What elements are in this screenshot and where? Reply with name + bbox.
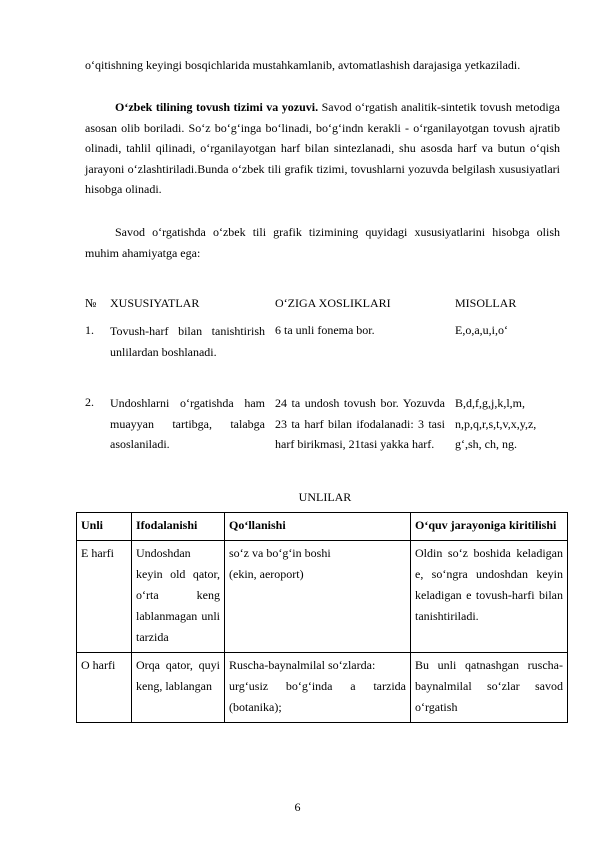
unlilar-cell-qollanish-line1: so‘z va bo‘g‘in boshi: [229, 546, 331, 560]
features-row-2-specific: 24 ta undosh tovush bor. Yozuvda 23 ta harf bilan ifodalanadi: 3 tasi harf birikmasi, 21tasi yakka harf.: [275, 396, 445, 451]
unlilar-cell-kiritilish: Bu unli qatnashgan ruscha-baynalmilal so‘zlar savod o‘rgatish: [411, 653, 568, 723]
section-heading: O‘zbek tilining tovush tizimi va yozuvi.: [115, 100, 319, 114]
paragraph-tovush-tizimi: [85, 97, 560, 200]
features-row-1-num: 1.: [85, 323, 94, 337]
page-number: 6: [294, 800, 301, 814]
unlilar-header-unli: Unli: [77, 513, 132, 541]
unlilar-header-kiritilishi: O‘quv jarayoniga kiritilishi: [411, 513, 568, 541]
unlilar-header-qollanishi: Qo‘llanishi: [225, 513, 411, 541]
unlilar-cell-qollanish-line2: (ekin, aeroport): [229, 567, 304, 581]
unlilar-cell-unli: E harfi: [77, 541, 132, 653]
unlilar-header-ifodalanishi: Ifodalanishi: [132, 513, 225, 541]
features-header-xususiyatlar: XUSUSIYATLAR: [110, 296, 200, 310]
features-row-2-feature: Undoshlarni o‘rgatishda ham muayyan tartibga, talabga asoslaniladi.: [110, 396, 265, 451]
unlilar-cell-kiritilish: Oldin so‘z boshida keladigan e, so‘ngra undoshdan keyin keladigan e tovush-harfi bilan tanishtiriladi.: [411, 541, 568, 653]
unlilar-cell-qollanish: [225, 541, 411, 653]
features-header-oziga-xosliklari: O‘ZIGA XOSLIKLARI: [275, 296, 391, 310]
unlilar-cell-ifoda: Orqa qator, quyi keng, lablangan: [132, 653, 225, 723]
unlilar-table: [76, 512, 568, 723]
unlilar-header-row: [77, 513, 568, 541]
paragraph-xususiyatlar: Savod o‘rgatishda o‘zbek tili grafik tizimining quyidagi xususiyatlarini hisobga olish muhim ahamiyatga ega:: [85, 225, 560, 260]
features-row-2-num: 2.: [85, 395, 94, 409]
unlilar-cell-unli: O harfi: [77, 653, 132, 723]
features-header-misollar: MISOLLAR: [455, 296, 517, 310]
features-row-2-examples: B,d,f,g,j,k,l,m, n,p,q,r,s,t,v,x,y,z, g‘,sh, ch, ng.: [455, 396, 537, 451]
unlilar-caption: UNLILAR: [298, 490, 352, 504]
paragraph-body: Savod o‘rgatish analitik-sintetik tovush metodiga asosan olib boriladi. So‘z bo‘g‘inga bo‘linadi, bo‘g‘indn kerakli - o‘rganilayotgan tovush ajratib olinadi, tahlil qilinadi, o‘rganilayotgan harf bilan sintezlanadi, shu asosda harf va butun o‘qish jarayoni o‘zlashtiriladi.Bunda o‘zbek tili grafik tizimi, tovushlarni yozuvda belgilash xususiyatlari hisobga olinadi.: [85, 100, 560, 196]
unlilar-cell-qollanish-line1: Ruscha-baynalmilal so‘zlarda:: [229, 658, 376, 672]
paragraph-intro: o‘qitishning keyingi bosqichlarida mustahkamlanib, avtomatlashish darajasiga yetkaziladi.: [85, 58, 521, 72]
unlilar-cell-ifoda: Undoshdan keyin old qator, o‘rta keng lablanmagan unli tarzida: [132, 541, 225, 653]
features-header-num: №: [85, 296, 97, 310]
unlilar-cell-qollanish: [225, 653, 411, 723]
table-row: [77, 653, 568, 723]
unlilar-cell-qollanish-line2: urg‘usiz bo‘g‘inda a tarzida (botanika);: [229, 679, 406, 714]
table-row: [77, 541, 568, 653]
features-row-1-specific: 6 ta unli fonema bor.: [275, 323, 375, 337]
features-row-1-examples: E,o,a,u,i,o‘: [455, 323, 508, 337]
features-row-1-feature: Tovush-harf bilan tanishtirish unlilardan boshlanadi.: [110, 324, 265, 359]
